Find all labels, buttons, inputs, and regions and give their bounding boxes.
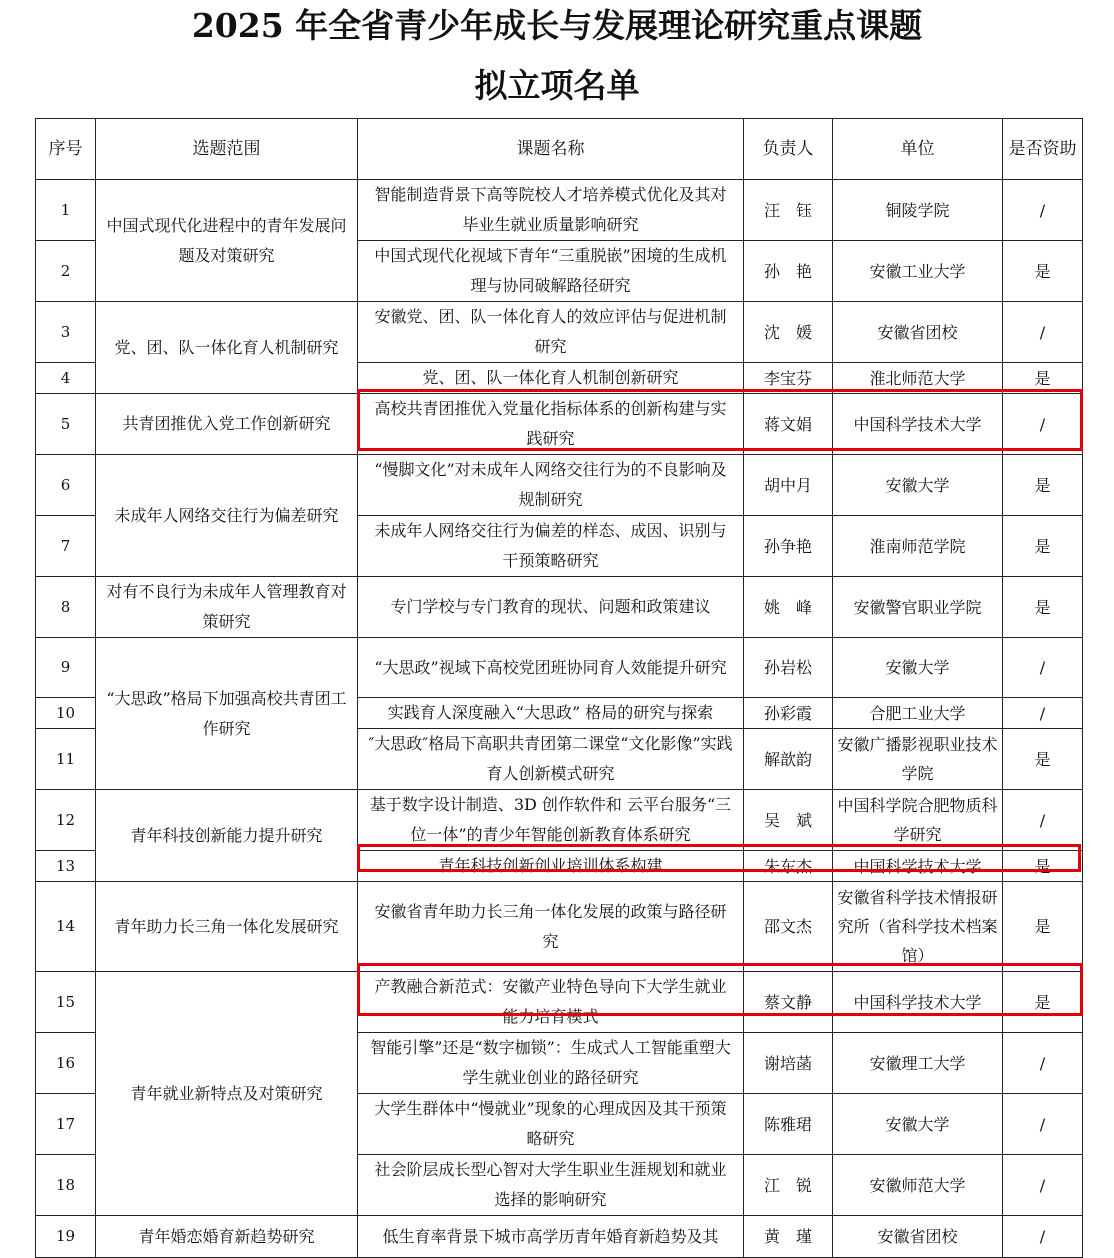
row-unit: 安徽大学 [833, 1094, 1003, 1155]
row-unit: 铜陵学院 [833, 180, 1003, 241]
row-topic: 低生育率背景下城市高学历青年婚育新趋势及其 [358, 1216, 744, 1258]
row-leader: 姚 峰 [744, 577, 833, 638]
row-leader: 孙争艳 [744, 516, 833, 577]
row-funded: / [1003, 1094, 1083, 1155]
row-leader: 江 锐 [744, 1155, 833, 1216]
row-topic: 高校共青团推优入党量化指标体系的创新构建与实践研究 [358, 394, 744, 455]
row-leader: 谢培菡 [744, 1033, 833, 1094]
row-leader: 邵文杰 [744, 882, 833, 972]
row-seq: 14 [36, 882, 96, 972]
group-scope: 对有不良行为未成年人管理教育对策研究 [96, 577, 358, 638]
row-topic: 智能引擎”还是“数字枷锁”：生成式人工智能重塑大学生就业创业的路径研究 [358, 1033, 744, 1094]
row-topic: 大学生群体中“慢就业”现象的心理成因及其干预策略研究 [358, 1094, 744, 1155]
row-leader: 吴 斌 [744, 790, 833, 851]
table-row [36, 638, 1083, 698]
row-funded: 是 [1003, 577, 1083, 638]
row-seq: 9 [36, 638, 96, 698]
row-unit: 中国科学技术大学 [833, 394, 1003, 455]
header-unit: 单位 [833, 119, 1003, 180]
row-funded: 是 [1003, 851, 1083, 882]
row-leader: 汪 钰 [744, 180, 833, 241]
document-title: 2025 年全省青少年成长与发展理论研究重点课题 [191, 6, 923, 45]
row-topic: 中国式现代化视域下青年“三重脱嵌”困境的生成机理与协同破解路径研究 [358, 241, 744, 302]
row-topic: 青年科技创新创业培训体系构建 [358, 851, 744, 882]
table-row [36, 577, 1083, 638]
row-leader: 胡中月 [744, 455, 833, 516]
row-unit: 安徽警官职业学院 [833, 577, 1003, 638]
row-funded: / [1003, 1155, 1083, 1216]
row-seq: 5 [36, 394, 96, 455]
row-leader: 沈 媛 [744, 302, 833, 363]
table-row [36, 972, 1083, 1033]
row-funded: / [1003, 1216, 1083, 1258]
row-seq: 18 [36, 1155, 96, 1216]
row-seq: 13 [36, 851, 96, 882]
row-unit: 安徽理工大学 [833, 1033, 1003, 1094]
row-topic: 安徽党、团、队一体化育人的效应评估与促进机制研究 [358, 302, 744, 363]
header-seq: 序号 [36, 119, 96, 180]
row-funded: / [1003, 1033, 1083, 1094]
row-funded: 是 [1003, 363, 1083, 394]
row-seq: 11 [36, 729, 96, 790]
row-leader: 孙 艳 [744, 241, 833, 302]
row-topic: 实践育人深度融入“大思政” 格局的研究与探索 [358, 698, 744, 729]
row-topic: “大思政”视域下高校党团班协同育人效能提升研究 [358, 638, 744, 698]
row-topic: 产教融合新范式：安徽产业特色导向下大学生就业能力培育模式 [358, 972, 744, 1033]
row-funded: / [1003, 302, 1083, 363]
row-unit: 安徽省团校 [833, 302, 1003, 363]
group-scope: 青年科技创新能力提升研究 [96, 790, 358, 882]
row-funded: / [1003, 790, 1083, 851]
row-leader: 黄 瑾 [744, 1216, 833, 1258]
group-scope: “大思政”格局下加强高校共青团工作研究 [96, 638, 358, 790]
row-seq: 7 [36, 516, 96, 577]
row-unit: 淮南师范学院 [833, 516, 1003, 577]
row-funded: 是 [1003, 729, 1083, 790]
row-unit: 中国科学院合肥物质科学研究 [833, 790, 1003, 851]
row-funded: 是 [1003, 241, 1083, 302]
table-row [36, 882, 1083, 972]
row-leader: 朱东杰 [744, 851, 833, 882]
table-row [36, 394, 1083, 455]
project-table [35, 118, 1083, 1258]
table-row [36, 302, 1083, 363]
table-row [36, 455, 1083, 516]
row-funded: 是 [1003, 516, 1083, 577]
row-leader: 解歆韵 [744, 729, 833, 790]
row-unit: 安徽师范大学 [833, 1155, 1003, 1216]
table-row [36, 180, 1083, 241]
row-seq: 3 [36, 302, 96, 363]
row-topic: “慢脚文化”对未成年人网络交往行为的不良影响及规制研究 [358, 455, 744, 516]
row-seq: 10 [36, 698, 96, 729]
row-leader: 李宝芬 [744, 363, 833, 394]
row-funded: / [1003, 180, 1083, 241]
row-funded: / [1003, 394, 1083, 455]
group-scope: 青年就业新特点及对策研究 [96, 972, 358, 1216]
row-seq: 4 [36, 363, 96, 394]
row-topic: 党、团、队一体化育人机制创新研究 [358, 363, 744, 394]
row-leader: 蒋文娟 [744, 394, 833, 455]
row-topic: 未成年人网络交往行为偏差的样态、成因、识别与干预策略研究 [358, 516, 744, 577]
row-funded: 是 [1003, 972, 1083, 1033]
row-seq: 17 [36, 1094, 96, 1155]
row-seq: 15 [36, 972, 96, 1033]
group-scope: 青年婚恋婚育新趋势研究 [96, 1216, 358, 1258]
row-topic: 专门学校与专门教育的现状、问题和政策建议 [358, 577, 744, 638]
row-topic: ″大思政″格局下高职共青团第二课堂“文化影像”实践育人创新模式研究 [358, 729, 744, 790]
header-funded: 是否资助 [1003, 119, 1083, 180]
header-topic: 课题名称 [358, 119, 744, 180]
row-topic: 安徽省青年助力长三角一体化发展的政策与路径研究 [358, 882, 744, 972]
row-unit: 中国科学技术大学 [833, 972, 1003, 1033]
group-scope: 中国式现代化进程中的青年发展问题及对策研究 [96, 180, 358, 302]
table-row [36, 790, 1083, 851]
group-scope: 青年助力长三角一体化发展研究 [96, 882, 358, 972]
row-seq: 2 [36, 241, 96, 302]
row-seq: 19 [36, 1216, 96, 1258]
row-seq: 12 [36, 790, 96, 851]
row-funded: / [1003, 698, 1083, 729]
group-scope: 党、团、队一体化育人机制研究 [96, 302, 358, 394]
table-row [36, 1216, 1083, 1258]
row-seq: 8 [36, 577, 96, 638]
row-unit: 安徽大学 [833, 455, 1003, 516]
row-leader: 孙岩松 [744, 638, 833, 698]
row-unit: 安徽省科学技术情报研究所（省科学技术档案馆） [833, 882, 1003, 972]
header-scope: 选题范围 [96, 119, 358, 180]
row-leader: 孙彩霞 [744, 698, 833, 729]
header-row [36, 119, 1083, 180]
row-seq: 6 [36, 455, 96, 516]
row-seq: 1 [36, 180, 96, 241]
row-unit: 安徽省团校 [833, 1216, 1003, 1258]
row-funded: 是 [1003, 882, 1083, 972]
row-seq: 16 [36, 1033, 96, 1094]
row-leader: 蔡文静 [744, 972, 833, 1033]
row-unit: 安徽大学 [833, 638, 1003, 698]
row-funded: / [1003, 638, 1083, 698]
row-topic: 基于数字设计制造、3D 创作软件和 云平台服务“三位一体”的青少年智能创新教育体系研究 [358, 790, 744, 851]
row-topic: 社会阶层成长型心智对大学生职业生涯规划和就业选择的影响研究 [358, 1155, 744, 1216]
row-unit: 安徽工业大学 [833, 241, 1003, 302]
row-unit: 淮北师范大学 [833, 363, 1003, 394]
row-unit: 中国科学技术大学 [833, 851, 1003, 882]
row-funded: 是 [1003, 455, 1083, 516]
row-leader: 陈雅珺 [744, 1094, 833, 1155]
header-leader: 负责人 [744, 119, 833, 180]
row-unit: 安徽广播影视职业技术学院 [833, 729, 1003, 790]
document-subtitle: 拟立项名单 [474, 66, 640, 105]
group-scope: 未成年人网络交往行为偏差研究 [96, 455, 358, 577]
group-scope: 共青团推优入党工作创新研究 [96, 394, 358, 455]
row-topic: 智能制造背景下高等院校人才培养模式优化及其对毕业生就业质量影响研究 [358, 180, 744, 241]
row-unit: 合肥工业大学 [833, 698, 1003, 729]
